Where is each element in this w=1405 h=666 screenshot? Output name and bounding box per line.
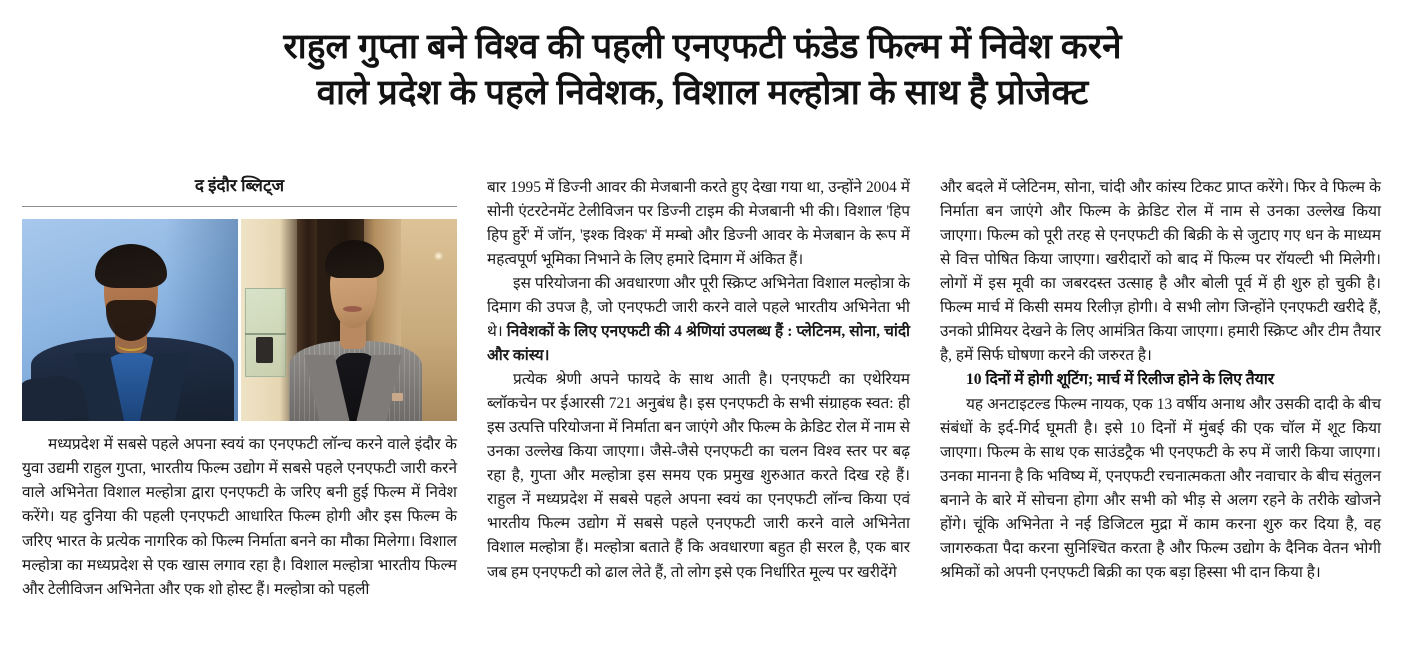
article-paragraph: यह अनटाइटल्ड फिल्म नायक, एक 13 वर्षीय अनाथ और उसकी दादी के बीच संबंधों के इर्द-गिर्द घूमती है। इसे 10 दिनों में मुंबई की एक चॉल में शूट किया जाएगा। फिल्म के साथ एक साउंडट्रैक भी एनएफटी के रुप में जारी किया जाएगा। उनका मानना है कि भविष्य में, एनएफटी रचनात्मकता और नवाचार के बीच संतुलन बनाने के बारे में सोचना होगा और सभी को भीड़ से अलग रहने के तरीके खोजने होंगे। चूंकि अभिनेता ने नई डिजिटल मुद्रा में काम करना शुरु कर दिया है, वह जागरुकता पैदा करना सुनिश्चित करता है और फिल्म उद्योग के दैनिक वेतन भोगी श्रमिकों को अपनी एनएफटी बिक्री का एक बड़ा हिस्सा भी दान किया है। xyxy=(940,395,1381,581)
photo-glass-shelf xyxy=(245,333,286,335)
headline-line-2: वाले प्रदेश के पहले निवेशक, विशाल मल्होत्रा के साथ है प्रोजेक्ट xyxy=(316,73,1089,113)
article-columns xyxy=(0,176,1405,658)
photo-beard xyxy=(106,300,156,340)
photo-display-box xyxy=(256,337,273,363)
vishal-malhotra-photo xyxy=(241,219,457,421)
article-paragraph xyxy=(487,272,910,368)
article-paragraph: प्रत्येक श्रेणी अपने फायदे के साथ आती है। एनएफटी का एथेरियम ब्लॉकचेन पर ईआरसी 721 अनुबंध है। इस एनएफटी के सभी संग्राहक स्वत: ही इस उत्पत्ति परियोजना में निर्माता बन जाएंगे और फिल्म के क्रेडिट रोल में नाम से उनका उल्लेख किया जाएगा। जैसे-जैसे एनएफटी का चलन विश्व स्तर पर बढ़ रहा है, गुप्ता और मल्होत्रा इस समय एक प्रमुख शुरुआत करते दिख रहे हैं। राहुल नें मध्यप्रदेश में सबसे पहले अपना स्वयं का एनएफटी लॉन्च किया एवं भारतीय फिल्म उद्योग में सबसे पहले एनएफटी जारी करने वाले अभिनेता विशाल मल्होत्रा हैं। मल्होत्रा बताते हैं कि अवधारणा बहुत ही सरल है, एक बार जब हम एनएफटी को ढाल लेते हैं, तो लोग इसे एक निर्धारित मूल्य पर खरीदेंगे xyxy=(487,371,910,581)
paragraph-text-normal: इस परियोजना की अवधारणा और पूरी स्क्रिप्ट अभिनेता विशाल मल्होत्रा के दिमाग की उपज है, जो एनएफटी जारी करने वाले पहले भारतीय अभिनेता भी थे। xyxy=(487,275,910,341)
article-paragraph: मध्यप्रदेश में सबसे पहले अपना स्वयं का एनएफटी लॉन्च करने वाले इंदौर के युवा उद्यमी राहुल गुप्ता, भारतीय फिल्म उद्योग में सबसे पहले एनएफटी जारी करने वाले अभिनेता विशाल मल्होत्रा द्वारा एनएफटी के जरिए बनी हुई फिल्म में निवेश करेंगे। यह दुनिया की पहली एनएफटी आधारित फिल्म होगी और इस फिल्म के जरिए भारत के प्रत्येक नागरिक को फिल्म निर्माता बनने का मौका मिलेगा। विशाल मल्होत्रा का मध्यप्रदेश से एक खास लगाव रहा है। विशाल मल्होत्रा भारतीय फिल्म और टेलीविजन अभिनेता और एक शो होस्ट हैं। मल्होत्रा को पहली xyxy=(22,436,457,598)
article-subheading: 10 दिनों में होगी शूटिंग; मार्च में रिलीज होने के लिए तैयार xyxy=(966,371,1275,389)
article-paragraph: बार 1995 में डिज्नी आवर की मेजबानी करते हुए देखा गया था, उन्होंने 2004 में सोनी एंटरटेनमेंट टेलीविजन पर डिज्नी टाइम की मेजबानी भी की। विशाल 'हिप हिप हुर्रे' में जॉन, 'इश्क विश्क' में मम्बो और डिज्नी आवर के मेजबान के रूप में महत्वपूर्ण भूमिका निभाने के लिए हमारे दिमाग में अंकित हैं। xyxy=(487,179,910,269)
photo-pocket-square xyxy=(392,393,403,401)
page-title xyxy=(0,0,1405,122)
paragraph-text-bold: निवेशकों के लिए एनएफटी की 4 श्रेणियां उपलब्ध हैं : प्लेटिनम, सोना, चांदी और कांस्य। xyxy=(487,323,911,365)
column-1 xyxy=(22,176,475,658)
photo-row xyxy=(22,219,457,421)
column-2 xyxy=(475,176,928,658)
photo-ceiling-light xyxy=(433,252,444,260)
photo-chain xyxy=(117,337,145,351)
headline-line-1: राहुल गुप्ता बने विश्व की पहली एनएफटी फंडेड फिल्म में निवेश करने xyxy=(283,27,1122,66)
byline-source: द इंदौर ब्लिट्ज xyxy=(194,176,285,195)
photo-hair xyxy=(95,244,166,288)
rahul-gupta-photo xyxy=(22,219,238,421)
byline-divider xyxy=(22,206,457,207)
article-paragraph: और बदले में प्लेटिनम, सोना, चांदी और कांस्य टिकट प्राप्त करेंगे। फिर वे फिल्म के निर्माता बन जाएंगे और फिल्म के क्रेडिट रोल में नाम से उनका उल्लेख किया जाएगा। फिल्म को पूरी तरह से एनएफटी की बिक्री के से जुटाए गए धन के माध्यम से वित्त पोषित किया जाएगा। खरीदारों को बाद में फिल्म पर रॉयल्टी भी मिलेगी। लोगों में इस मूवी का जबरदस्त उत्साह है और बोली पूर्व में ही शुरु हो चुकी है। फिल्म मार्च में किसी समय रिलीज़ होगी। वे सभी लोग जिन्होंने एनएफटी खरीदे हैं, उनको प्रीमियर देखने के लिए आमंत्रित किया जाएगा। हमारी स्क्रिप्ट और टीम तैयार है, हमें सिर्फ घोषणा करने की जरुरत है। xyxy=(940,179,1381,365)
column-3 xyxy=(928,176,1381,658)
